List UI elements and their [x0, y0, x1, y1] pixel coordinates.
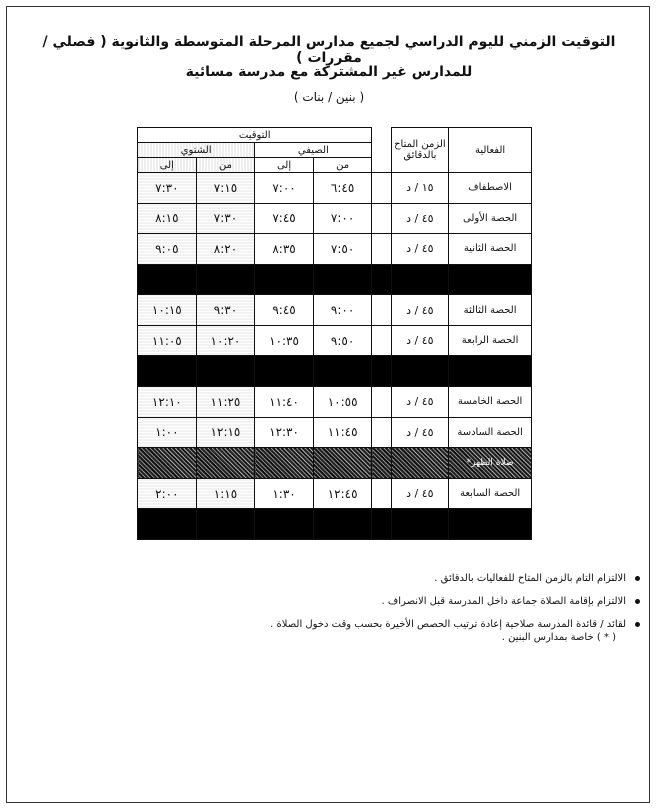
activity-cell: الحصة الخامسة	[449, 387, 532, 418]
filled-cell	[372, 448, 391, 479]
filled-cell	[196, 509, 255, 540]
winter-from-cell: ١٢:١٥	[196, 417, 255, 448]
note-subitem: ( * ) خاصة بمدارس البنين .	[501, 632, 616, 643]
winter-to-cell: ٩:٠٥	[138, 234, 197, 265]
summer-to-cell: ٨:٣٥	[255, 234, 314, 265]
duration-cell: ٤٥ / د	[391, 295, 449, 326]
notes-list	[190, 573, 640, 655]
spacer-cell	[372, 173, 391, 204]
filled-cell	[138, 448, 197, 479]
summer-to-cell: ١١:٤٠	[255, 387, 314, 418]
spacer-cell	[372, 295, 391, 326]
duration-cell: ١٥ / د	[391, 173, 449, 204]
header-activity: الفعالية	[449, 128, 532, 173]
break-row	[138, 509, 532, 540]
spacer-cell	[372, 478, 391, 509]
filled-cell	[255, 264, 314, 295]
table-row	[138, 417, 532, 448]
table-row	[138, 387, 532, 418]
summer-from-cell: ١٢:٤٥	[313, 478, 372, 509]
break-row	[138, 356, 532, 387]
filled-cell	[391, 356, 449, 387]
filled-cell	[449, 264, 532, 295]
filled-cell: صلاة الظهر*	[449, 448, 532, 479]
filled-cell	[138, 264, 197, 295]
winter-from-cell: ٧:٣٠	[196, 203, 255, 234]
activity-cell: الحصة الرابعة	[449, 325, 532, 356]
summer-from-cell: ٧:٥٠	[313, 234, 372, 265]
schedule-table	[137, 127, 532, 540]
header-winter-to: إلى	[138, 158, 197, 173]
filled-cell	[372, 509, 391, 540]
duration-cell: ٤٥ / د	[391, 417, 449, 448]
header-winter-from: من	[196, 158, 255, 173]
activity-cell: الاصطفاف	[449, 173, 532, 204]
filled-cell	[196, 448, 255, 479]
duration-cell: ٤٥ / د	[391, 203, 449, 234]
header-timing: التوقيت	[138, 128, 372, 143]
table-row	[138, 234, 532, 265]
summer-to-cell: ٩:٤٥	[255, 295, 314, 326]
activity-cell: الحصة الثانية	[449, 234, 532, 265]
schedule-body	[138, 173, 532, 540]
winter-to-cell: ٨:١٥	[138, 203, 197, 234]
filled-cell	[449, 509, 532, 540]
filled-cell	[196, 264, 255, 295]
winter-to-cell: ٧:٣٠	[138, 173, 197, 204]
filled-cell	[255, 356, 314, 387]
spacer-cell	[372, 234, 391, 265]
title-line-2: للمدارس غير المشتركة مع مدرسة مسائية	[185, 64, 473, 80]
filled-cell	[449, 356, 532, 387]
filled-cell	[391, 448, 449, 479]
title-line-1: التوقيت الزمني لليوم الدراسي لجميع مدارس المرحلة المتوسطة والثانوية ( فصلي / مقررات )	[42, 34, 616, 66]
winter-to-cell: ١:٠٠	[138, 417, 197, 448]
filled-cell	[138, 509, 197, 540]
summer-from-cell: ١١:٤٥	[313, 417, 372, 448]
summer-to-cell: ١:٣٠	[255, 478, 314, 509]
summer-to-cell: ٧:٠٠	[255, 173, 314, 204]
filled-cell	[391, 264, 449, 295]
activity-cell: الحصة الثالثة	[449, 295, 532, 326]
winter-to-cell: ٢:٠٠	[138, 478, 197, 509]
winter-to-cell: ١١:٠٥	[138, 325, 197, 356]
filled-cell	[313, 356, 372, 387]
winter-from-cell: ٨:٢٠	[196, 234, 255, 265]
winter-from-cell: ١:١٥	[196, 478, 255, 509]
break-row	[138, 264, 532, 295]
header-summer-to: إلى	[255, 158, 314, 173]
note-item: لقائد / قائدة المدرسة صلاحية إعادة ترتيب الحصص الأخيرة بحسب وقت دخول الصلاة .	[190, 619, 640, 630]
activity-cell: الحصة الأولى	[449, 203, 532, 234]
summer-from-cell: ١٠:٥٥	[313, 387, 372, 418]
header-spacer	[372, 128, 391, 173]
filled-cell	[313, 264, 372, 295]
winter-from-cell: ٩:٣٠	[196, 295, 255, 326]
table-row	[138, 173, 532, 204]
table-row	[138, 478, 532, 509]
note-item: الالتزام بإقامة الصلاة جماعة داخل المدرسة قبل الانصراف .	[190, 596, 640, 607]
filled-cell	[313, 448, 372, 479]
filled-cell	[196, 356, 255, 387]
summer-to-cell: ١٠:٣٥	[255, 325, 314, 356]
spacer-cell	[372, 417, 391, 448]
duration-cell: ٤٥ / د	[391, 478, 449, 509]
winter-from-cell: ٧:١٥	[196, 173, 255, 204]
summer-from-cell: ٩:٠٠	[313, 295, 372, 326]
filled-cell	[313, 509, 372, 540]
activity-cell: الحصة السابعة	[449, 478, 532, 509]
filled-cell	[138, 356, 197, 387]
winter-from-cell: ١٠:٢٠	[196, 325, 255, 356]
header-winter: الشتوي	[138, 143, 255, 158]
table-row	[138, 203, 532, 234]
filled-cell	[372, 264, 391, 295]
filled-cell	[372, 356, 391, 387]
winter-to-cell: ١٠:١٥	[138, 295, 197, 326]
duration-cell: ٤٥ / د	[391, 234, 449, 265]
summer-to-cell: ٧:٤٥	[255, 203, 314, 234]
spacer-cell	[372, 203, 391, 234]
title-line-3: ( بنين / بنات )	[293, 90, 365, 104]
duration-cell: ٤٥ / د	[391, 387, 449, 418]
prayer-row	[138, 448, 532, 479]
spacer-cell	[372, 387, 391, 418]
activity-cell: الحصة السادسة	[449, 417, 532, 448]
winter-to-cell: ١٢:١٠	[138, 387, 197, 418]
filled-cell	[391, 509, 449, 540]
summer-to-cell: ١٢:٣٠	[255, 417, 314, 448]
note-item: الالتزام التام بالزمن المتاح للفعاليات بالدقائق .	[190, 573, 640, 584]
filled-cell	[255, 509, 314, 540]
table-row	[138, 295, 532, 326]
header-duration: الزمن المتاح بالدقائق	[391, 128, 449, 173]
spacer-cell	[372, 325, 391, 356]
header-summer-from: من	[313, 158, 372, 173]
filled-cell	[255, 448, 314, 479]
summer-from-cell: ٦:٤٥	[313, 173, 372, 204]
table-row	[138, 325, 532, 356]
header-summer: الصيفي	[255, 143, 372, 158]
winter-from-cell: ١١:٢٥	[196, 387, 255, 418]
duration-cell: ٤٥ / د	[391, 325, 449, 356]
summer-from-cell: ٩:٥٠	[313, 325, 372, 356]
summer-from-cell: ٧:٠٠	[313, 203, 372, 234]
